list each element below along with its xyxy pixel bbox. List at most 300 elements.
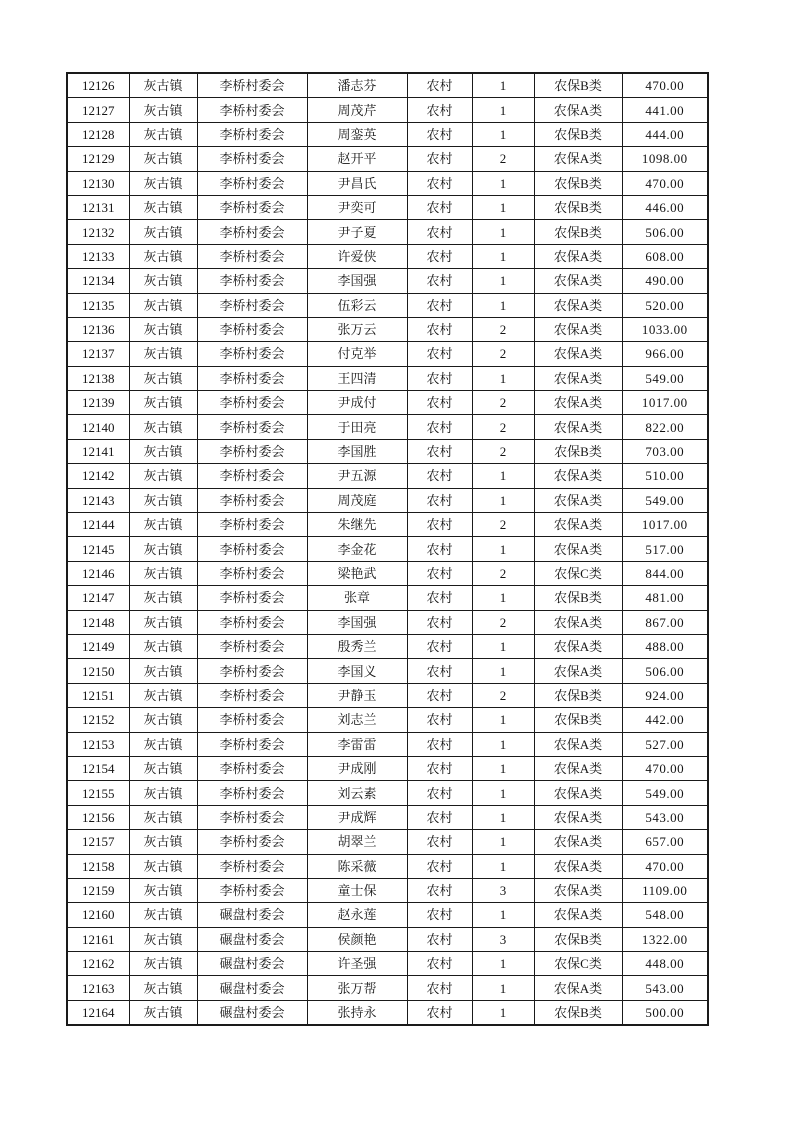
amount: 1098.00: [622, 147, 708, 171]
table-row: [67, 269, 708, 293]
person-name: 尹成付: [307, 391, 407, 415]
town: 灰古镇: [129, 732, 197, 756]
record-id: 12153: [67, 732, 129, 756]
table-row: [67, 586, 708, 610]
table-row: [67, 439, 708, 463]
amount: 446.00: [622, 195, 708, 219]
residence-type: 农村: [407, 1000, 472, 1025]
person-count: 1: [472, 220, 534, 244]
person-name: 童士保: [307, 878, 407, 902]
table-row: [67, 781, 708, 805]
person-name: 尹成辉: [307, 805, 407, 829]
residence-type: 农村: [407, 317, 472, 341]
person-count: 1: [472, 537, 534, 561]
table-row: [67, 927, 708, 951]
person-count: 2: [472, 415, 534, 439]
village-committee: 李桥村委会: [197, 439, 307, 463]
residence-type: 农村: [407, 903, 472, 927]
table-row: [67, 537, 708, 561]
insurance-class: 农保A类: [534, 98, 622, 122]
insurance-class: 农保B类: [534, 683, 622, 707]
person-count: 1: [472, 488, 534, 512]
town: 灰古镇: [129, 439, 197, 463]
town: 灰古镇: [129, 98, 197, 122]
record-id: 12132: [67, 220, 129, 244]
person-name: 尹五源: [307, 464, 407, 488]
record-id: 12147: [67, 586, 129, 610]
record-id: 12146: [67, 561, 129, 585]
table-row: [67, 513, 708, 537]
person-name: 李国义: [307, 659, 407, 683]
village-committee: 李桥村委会: [197, 708, 307, 732]
insurance-class: 农保B类: [534, 195, 622, 219]
person-name: 张万云: [307, 317, 407, 341]
village-committee: 李桥村委会: [197, 195, 307, 219]
town: 灰古镇: [129, 781, 197, 805]
person-count: 1: [472, 805, 534, 829]
insurance-class: 农保A类: [534, 805, 622, 829]
town: 灰古镇: [129, 903, 197, 927]
person-name: 刘云素: [307, 781, 407, 805]
record-id: 12159: [67, 878, 129, 902]
table-row: [67, 366, 708, 390]
amount: 608.00: [622, 244, 708, 268]
residence-type: 农村: [407, 439, 472, 463]
residence-type: 农村: [407, 391, 472, 415]
record-id: 12161: [67, 927, 129, 951]
village-committee: 李桥村委会: [197, 464, 307, 488]
table-row: [67, 342, 708, 366]
insurance-class: 农保B类: [534, 171, 622, 195]
residence-type: 农村: [407, 171, 472, 195]
amount: 481.00: [622, 586, 708, 610]
residence-type: 农村: [407, 269, 472, 293]
residence-type: 农村: [407, 366, 472, 390]
person-name: 周銮英: [307, 122, 407, 146]
village-committee: 李桥村委会: [197, 781, 307, 805]
person-name: 李金花: [307, 537, 407, 561]
record-id: 12149: [67, 634, 129, 658]
record-id: 12138: [67, 366, 129, 390]
person-count: 2: [472, 147, 534, 171]
amount: 966.00: [622, 342, 708, 366]
person-name: 胡翠兰: [307, 830, 407, 854]
town: 灰古镇: [129, 122, 197, 146]
person-count: 1: [472, 586, 534, 610]
town: 灰古镇: [129, 195, 197, 219]
village-committee: 李桥村委会: [197, 244, 307, 268]
town: 灰古镇: [129, 878, 197, 902]
amount: 548.00: [622, 903, 708, 927]
record-id: 12142: [67, 464, 129, 488]
person-name: 周茂庭: [307, 488, 407, 512]
record-id: 12156: [67, 805, 129, 829]
amount: 444.00: [622, 122, 708, 146]
insurance-class: 农保B类: [534, 122, 622, 146]
record-id: 12163: [67, 976, 129, 1000]
residence-type: 农村: [407, 195, 472, 219]
amount: 844.00: [622, 561, 708, 585]
residence-type: 农村: [407, 415, 472, 439]
insurance-class: 农保B类: [534, 927, 622, 951]
table-row: [67, 391, 708, 415]
insurance-class: 农保B类: [534, 220, 622, 244]
table-row: [67, 561, 708, 585]
table-row: [67, 952, 708, 976]
person-count: 1: [472, 73, 534, 98]
village-committee: 李桥村委会: [197, 805, 307, 829]
person-count: 1: [472, 976, 534, 1000]
residence-type: 农村: [407, 586, 472, 610]
amount: 470.00: [622, 73, 708, 98]
insurance-class: 农保B类: [534, 586, 622, 610]
record-id: 12152: [67, 708, 129, 732]
amount: 867.00: [622, 610, 708, 634]
residence-type: 农村: [407, 220, 472, 244]
insurance-class: 农保A类: [534, 488, 622, 512]
amount: 488.00: [622, 634, 708, 658]
village-committee: 李桥村委会: [197, 73, 307, 98]
record-id: 12134: [67, 269, 129, 293]
town: 灰古镇: [129, 317, 197, 341]
village-committee: 碾盘村委会: [197, 1000, 307, 1025]
village-committee: 碾盘村委会: [197, 927, 307, 951]
record-id: 12136: [67, 317, 129, 341]
person-name: 张章: [307, 586, 407, 610]
town: 灰古镇: [129, 830, 197, 854]
table-row: [67, 805, 708, 829]
record-id: 12135: [67, 293, 129, 317]
record-id: 12141: [67, 439, 129, 463]
person-name: 张持永: [307, 1000, 407, 1025]
amount: 470.00: [622, 756, 708, 780]
town: 灰古镇: [129, 244, 197, 268]
person-name: 尹子夏: [307, 220, 407, 244]
amount: 490.00: [622, 269, 708, 293]
table-row: [67, 464, 708, 488]
person-name: 潘志芬: [307, 73, 407, 98]
village-committee: 碾盘村委会: [197, 976, 307, 1000]
person-count: 1: [472, 781, 534, 805]
record-id: 12151: [67, 683, 129, 707]
table-row: [67, 1000, 708, 1025]
residence-type: 农村: [407, 659, 472, 683]
record-id: 12155: [67, 781, 129, 805]
record-id: 12157: [67, 830, 129, 854]
town: 灰古镇: [129, 464, 197, 488]
residence-type: 农村: [407, 781, 472, 805]
insurance-class: 农保A类: [534, 366, 622, 390]
table-row: [67, 98, 708, 122]
village-committee: 李桥村委会: [197, 317, 307, 341]
table-row: [67, 756, 708, 780]
insurance-class: 农保B类: [534, 439, 622, 463]
residence-type: 农村: [407, 927, 472, 951]
record-id: 12127: [67, 98, 129, 122]
residence-type: 农村: [407, 805, 472, 829]
person-name: 朱继先: [307, 513, 407, 537]
person-count: 1: [472, 171, 534, 195]
insurance-class: 农保B类: [534, 1000, 622, 1025]
record-id: 12158: [67, 854, 129, 878]
residence-type: 农村: [407, 293, 472, 317]
record-id: 12162: [67, 952, 129, 976]
village-committee: 李桥村委会: [197, 171, 307, 195]
town: 灰古镇: [129, 171, 197, 195]
residence-type: 农村: [407, 537, 472, 561]
person-count: 2: [472, 342, 534, 366]
residence-type: 农村: [407, 708, 472, 732]
person-name: 赵开平: [307, 147, 407, 171]
record-id: 12129: [67, 147, 129, 171]
person-name: 张万帮: [307, 976, 407, 1000]
person-name: 李雷雷: [307, 732, 407, 756]
table-row: [67, 854, 708, 878]
insurance-class: 农保A类: [534, 659, 622, 683]
table-row: [67, 488, 708, 512]
insurance-class: 农保A类: [534, 634, 622, 658]
insurance-class: 农保A类: [534, 147, 622, 171]
residence-type: 农村: [407, 488, 472, 512]
village-committee: 李桥村委会: [197, 415, 307, 439]
person-name: 王四清: [307, 366, 407, 390]
person-count: 2: [472, 391, 534, 415]
table-row: [67, 195, 708, 219]
table-row: [67, 634, 708, 658]
village-committee: 李桥村委会: [197, 732, 307, 756]
person-name: 殷秀兰: [307, 634, 407, 658]
table-row: [67, 830, 708, 854]
town: 灰古镇: [129, 805, 197, 829]
person-count: 1: [472, 122, 534, 146]
table-row: [67, 659, 708, 683]
insurance-class: 农保A类: [534, 903, 622, 927]
table-row: [67, 317, 708, 341]
person-count: 2: [472, 683, 534, 707]
insurance-class: 农保A类: [534, 464, 622, 488]
person-count: 1: [472, 269, 534, 293]
insurance-class: 农保A类: [534, 244, 622, 268]
residence-type: 农村: [407, 244, 472, 268]
record-id: 12126: [67, 73, 129, 98]
village-committee: 李桥村委会: [197, 854, 307, 878]
town: 灰古镇: [129, 586, 197, 610]
town: 灰古镇: [129, 610, 197, 634]
person-name: 李国强: [307, 269, 407, 293]
village-committee: 李桥村委会: [197, 634, 307, 658]
person-count: 1: [472, 952, 534, 976]
amount: 549.00: [622, 366, 708, 390]
record-id: 12148: [67, 610, 129, 634]
town: 灰古镇: [129, 952, 197, 976]
person-name: 尹奕可: [307, 195, 407, 219]
person-count: 3: [472, 878, 534, 902]
person-name: 梁艳武: [307, 561, 407, 585]
village-committee: 李桥村委会: [197, 878, 307, 902]
record-id: 12137: [67, 342, 129, 366]
residence-type: 农村: [407, 342, 472, 366]
record-id: 12128: [67, 122, 129, 146]
table-row: [67, 293, 708, 317]
person-name: 李国强: [307, 610, 407, 634]
person-count: 2: [472, 513, 534, 537]
person-count: 1: [472, 98, 534, 122]
residence-type: 农村: [407, 952, 472, 976]
person-name: 赵永莲: [307, 903, 407, 927]
town: 灰古镇: [129, 683, 197, 707]
person-count: 1: [472, 659, 534, 683]
amount: 1017.00: [622, 391, 708, 415]
residence-type: 农村: [407, 634, 472, 658]
town: 灰古镇: [129, 293, 197, 317]
record-id: 12130: [67, 171, 129, 195]
residence-type: 农村: [407, 98, 472, 122]
village-committee: 李桥村委会: [197, 488, 307, 512]
insurance-class: 农保A类: [534, 537, 622, 561]
amount: 442.00: [622, 708, 708, 732]
residence-type: 农村: [407, 122, 472, 146]
table-row: [67, 903, 708, 927]
town: 灰古镇: [129, 659, 197, 683]
person-count: 1: [472, 634, 534, 658]
insurance-class: 农保A类: [534, 830, 622, 854]
record-id: 12143: [67, 488, 129, 512]
record-id: 12131: [67, 195, 129, 219]
village-committee: 李桥村委会: [197, 610, 307, 634]
person-count: 1: [472, 1000, 534, 1025]
person-name: 李国胜: [307, 439, 407, 463]
village-committee: 李桥村委会: [197, 586, 307, 610]
person-count: 2: [472, 317, 534, 341]
person-count: 2: [472, 561, 534, 585]
insurance-class: 农保A类: [534, 342, 622, 366]
amount: 924.00: [622, 683, 708, 707]
insurance-class: 农保A类: [534, 781, 622, 805]
person-name: 尹静玉: [307, 683, 407, 707]
amount: 1322.00: [622, 927, 708, 951]
residence-type: 农村: [407, 756, 472, 780]
insurance-class: 农保A类: [534, 293, 622, 317]
village-committee: 李桥村委会: [197, 342, 307, 366]
amount: 448.00: [622, 952, 708, 976]
village-committee: 李桥村委会: [197, 366, 307, 390]
record-id: 12154: [67, 756, 129, 780]
amount: 527.00: [622, 732, 708, 756]
village-committee: 李桥村委会: [197, 561, 307, 585]
town: 灰古镇: [129, 927, 197, 951]
amount: 470.00: [622, 854, 708, 878]
person-name: 许圣强: [307, 952, 407, 976]
residence-type: 农村: [407, 610, 472, 634]
town: 灰古镇: [129, 854, 197, 878]
town: 灰古镇: [129, 342, 197, 366]
village-committee: 李桥村委会: [197, 830, 307, 854]
town: 灰古镇: [129, 976, 197, 1000]
table-row: [67, 171, 708, 195]
record-id: 12133: [67, 244, 129, 268]
residence-type: 农村: [407, 73, 472, 98]
residence-type: 农村: [407, 561, 472, 585]
records-table-body: [67, 73, 708, 1025]
amount: 543.00: [622, 976, 708, 1000]
table-row: [67, 683, 708, 707]
town: 灰古镇: [129, 415, 197, 439]
record-id: 12164: [67, 1000, 129, 1025]
village-committee: 李桥村委会: [197, 513, 307, 537]
insurance-class: 农保B类: [534, 73, 622, 98]
person-count: 1: [472, 244, 534, 268]
village-committee: 碾盘村委会: [197, 903, 307, 927]
town: 灰古镇: [129, 756, 197, 780]
person-count: 3: [472, 927, 534, 951]
table-row: [67, 147, 708, 171]
town: 灰古镇: [129, 708, 197, 732]
table-row: [67, 220, 708, 244]
table-row: [67, 708, 708, 732]
village-committee: 李桥村委会: [197, 220, 307, 244]
village-committee: 李桥村委会: [197, 269, 307, 293]
insurance-class: 农保A类: [534, 976, 622, 1000]
town: 灰古镇: [129, 366, 197, 390]
town: 灰古镇: [129, 1000, 197, 1025]
amount: 1017.00: [622, 513, 708, 537]
amount: 500.00: [622, 1000, 708, 1025]
person-count: 1: [472, 756, 534, 780]
residence-type: 农村: [407, 976, 472, 1000]
person-name: 周茂芹: [307, 98, 407, 122]
residence-type: 农村: [407, 683, 472, 707]
person-name: 刘志兰: [307, 708, 407, 732]
village-committee: 李桥村委会: [197, 391, 307, 415]
insurance-class: 农保B类: [534, 708, 622, 732]
pension-roster-table: [66, 72, 709, 1026]
amount: 822.00: [622, 415, 708, 439]
insurance-class: 农保A类: [534, 854, 622, 878]
record-id: 12145: [67, 537, 129, 561]
insurance-class: 农保A类: [534, 391, 622, 415]
person-name: 侯颜艳: [307, 927, 407, 951]
person-count: 1: [472, 366, 534, 390]
table-row: [67, 732, 708, 756]
table-row: [67, 878, 708, 902]
insurance-class: 农保A类: [534, 415, 622, 439]
person-count: 1: [472, 464, 534, 488]
amount: 549.00: [622, 781, 708, 805]
town: 灰古镇: [129, 391, 197, 415]
amount: 510.00: [622, 464, 708, 488]
person-count: 1: [472, 830, 534, 854]
town: 灰古镇: [129, 634, 197, 658]
town: 灰古镇: [129, 73, 197, 98]
town: 灰古镇: [129, 537, 197, 561]
village-committee: 李桥村委会: [197, 683, 307, 707]
insurance-class: 农保A类: [534, 269, 622, 293]
amount: 520.00: [622, 293, 708, 317]
insurance-class: 农保A类: [534, 513, 622, 537]
person-count: 1: [472, 293, 534, 317]
insurance-class: 农保A类: [534, 610, 622, 634]
person-name: 尹成刚: [307, 756, 407, 780]
residence-type: 农村: [407, 854, 472, 878]
table-row: [67, 73, 708, 98]
residence-type: 农村: [407, 878, 472, 902]
record-id: 12160: [67, 903, 129, 927]
village-committee: 李桥村委会: [197, 147, 307, 171]
person-count: 1: [472, 195, 534, 219]
person-count: 2: [472, 610, 534, 634]
insurance-class: 农保A类: [534, 732, 622, 756]
residence-type: 农村: [407, 147, 472, 171]
